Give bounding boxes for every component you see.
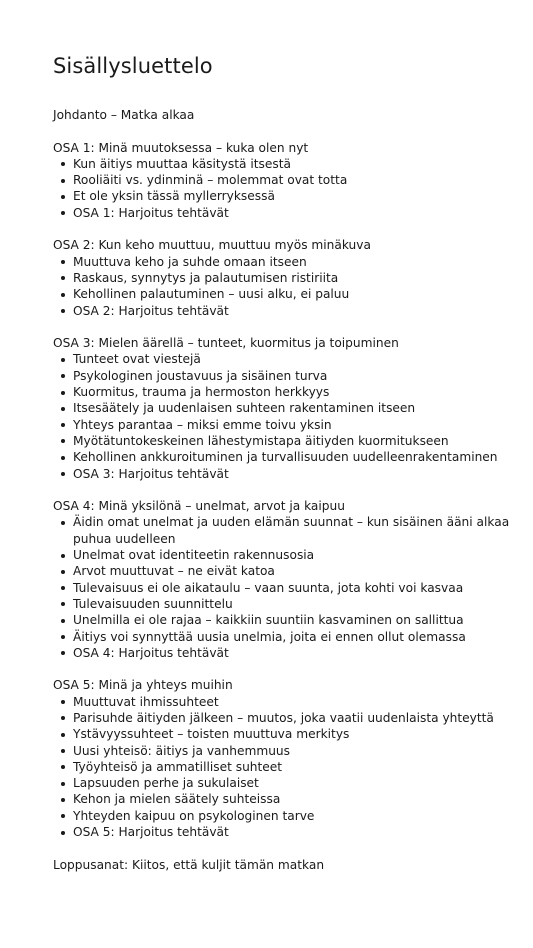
toc-entry-outro[interactable]: Loppusanat: Kiitos, että kuljit tämän matkan	[53, 857, 325, 872]
list-item[interactable]: Kuormitus, trauma ja hermoston herkkyys	[73, 384, 523, 400]
list-item[interactable]: Unelmat ovat identiteetin rakennusosia	[73, 547, 523, 563]
list-item[interactable]: OSA 2: Harjoitus tehtävät	[73, 303, 523, 319]
list-item[interactable]: Yhteyden kaipuu on psykologinen tarve	[73, 808, 523, 824]
list-item[interactable]: Tulevaisuuden suunnittelu	[73, 596, 523, 612]
toc-section-2	[53, 237, 523, 318]
list-item[interactable]: Raskaus, synnytys ja palautumisen ristiriita	[73, 270, 523, 286]
list-item[interactable]: Tulevaisuus ei ole aikataulu – vaan suunta, jota kohti voi kasvaa	[73, 580, 523, 596]
list-item[interactable]: Kun äitiys muuttaa käsitystä itsestä	[73, 156, 523, 172]
section-item-list	[53, 694, 523, 841]
list-item[interactable]: Parisuhde äitiyden jälkeen – muutos, joka vaatii uudenlaista yhteyttä	[73, 710, 523, 726]
toc-section-5	[53, 677, 523, 840]
toc-section-4	[53, 498, 523, 661]
toc-section-1	[53, 140, 523, 221]
list-item[interactable]: Muuttuvat ihmissuhteet	[73, 694, 523, 710]
section-item-list	[53, 514, 523, 661]
list-item[interactable]: OSA 5: Harjoitus tehtävät	[73, 824, 523, 840]
list-item[interactable]: Arvot muuttuvat – ne eivät katoa	[73, 563, 523, 579]
list-item[interactable]: Et ole yksin tässä myllerryksessä	[73, 188, 523, 204]
list-item[interactable]: Myötätuntokeskeinen lähestymistapa äitiyden kuormitukseen	[73, 433, 523, 449]
section-heading[interactable]: OSA 5: Minä ja yhteys muihin	[53, 678, 233, 693]
section-item-list	[53, 156, 523, 221]
list-item[interactable]: Itsesäätely ja uudenlaisen suhteen rakentaminen itseen	[73, 400, 523, 416]
list-item[interactable]: Tunteet ovat viestejä	[73, 351, 523, 367]
section-item-list	[53, 254, 523, 319]
list-item[interactable]: Kehollinen ankkuroituminen ja turvallisuuden uudelleenrakentaminen	[73, 449, 523, 465]
list-item[interactable]: Ystävyyssuhteet – toisten muuttuva merkitys	[73, 726, 523, 742]
section-heading[interactable]: OSA 1: Minä muutoksessa – kuka olen nyt	[53, 140, 309, 155]
list-item[interactable]: OSA 4: Harjoitus tehtävät	[73, 645, 523, 661]
list-item[interactable]: Rooliäiti vs. ydinminä – molemmat ovat totta	[73, 172, 523, 188]
toc-section-3	[53, 335, 523, 482]
list-item[interactable]: Psykologinen joustavuus ja sisäinen turva	[73, 368, 523, 384]
list-item[interactable]: Muuttuva keho ja suhde omaan itseen	[73, 254, 523, 270]
toc-entry-intro[interactable]: Johdanto – Matka alkaa	[53, 108, 195, 122]
section-item-list	[53, 351, 523, 481]
list-item[interactable]: Kehollinen palautuminen – uusi alku, ei paluu	[73, 286, 523, 302]
list-item[interactable]: Äitiys voi synnyttää uusia unelmia, joita ei ennen ollut olemassa	[73, 629, 523, 645]
section-heading[interactable]: OSA 3: Mielen äärellä – tunteet, kuormitus ja toipuminen	[53, 336, 399, 351]
list-item[interactable]: Unelmilla ei ole rajaa – kaikkiin suuntiin kasvaminen on sallittua	[73, 612, 523, 628]
list-item[interactable]: Lapsuuden perhe ja sukulaiset	[73, 775, 523, 791]
section-heading[interactable]: OSA 4: Minä yksilönä – unelmat, arvot ja kaipuu	[53, 499, 345, 514]
list-item[interactable]: Uusi yhteisö: äitiys ja vanhemmuus	[73, 743, 523, 759]
list-item[interactable]: Äidin omat unelmat ja uuden elämän suunnat – kun sisäinen ääni alkaa puhua uudelleen	[73, 514, 523, 547]
list-item[interactable]: Kehon ja mielen säätely suhteissa	[73, 791, 523, 807]
list-item[interactable]: OSA 3: Harjoitus tehtävät	[73, 466, 523, 482]
page-title: Sisällysluettelo	[53, 54, 213, 78]
list-item[interactable]: Työyhteisö ja ammatilliset suhteet	[73, 759, 523, 775]
list-item[interactable]: OSA 1: Harjoitus tehtävät	[73, 205, 523, 221]
table-of-contents	[53, 52, 523, 873]
section-heading[interactable]: OSA 2: Kun keho muuttuu, muuttuu myös minäkuva	[53, 238, 371, 253]
list-item[interactable]: Yhteys parantaa – miksi emme toivu yksin	[73, 417, 523, 433]
